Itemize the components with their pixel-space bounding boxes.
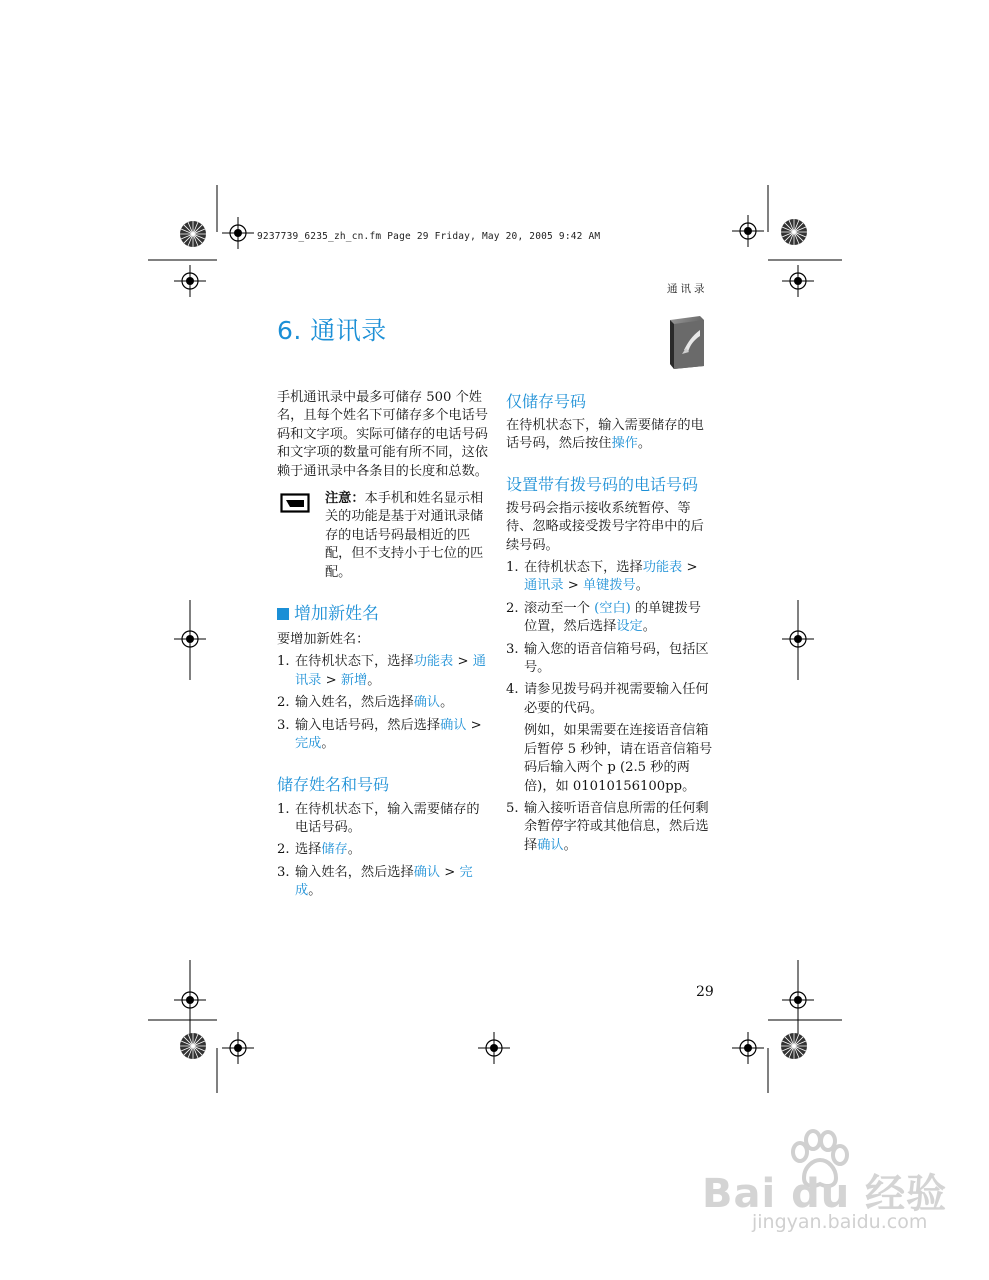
menu-link-contacts[interactable]: 通讯录 [295,654,486,688]
section-save-title: 储存姓名和号码 [277,774,390,794]
menu-link-assign[interactable]: 设定 [616,619,643,635]
watermark-brand: Bai du 经验 [702,1171,948,1217]
note-block [277,490,489,582]
note-icon [280,493,310,513]
page-number: 29 [696,984,714,1000]
only-number-paragraph: 在待机状态下，输入需要储存的电话号码，然后按住操作。 [506,418,704,452]
file-info-line: 9237739_6235_zh_cn.fm Page 29 Friday, May 20, 2005 9:42 AM [257,231,601,242]
list-item: 3. 输入您的语音信箱号码，包括区号。 [506,641,709,676]
list-item: 2. 输入姓名，然后选择确认。 [277,695,454,711]
menu-link-menu[interactable]: 功能表 [413,654,454,670]
section-add-name-title: 增加新姓名 [277,604,489,625]
list-item: 1. 在待机状态下，选择功能表 > 通讯录 > 单键拨号。 [506,560,698,594]
intro-paragraph: 手机通讯录中最多可储存 500 个姓名，且每个姓名下可储存多个电话号码和文字项。实际可储存的电话号码和文字项的数量可能有所不同，这依赖于通讯录中各条目的长度和总数。 [277,390,488,479]
list-item: 3. 输入电话号码，然后选择确认 > 完成。 [277,717,482,752]
menu-link-done[interactable]: 完成 [295,864,473,899]
section-dial-codes-title: 设置带有拨号码的电话号码 [506,474,699,494]
menu-link-ok[interactable]: 确认 [413,864,441,880]
menu-link-add-new[interactable]: 新增 [340,672,368,688]
note-text: 本手机和姓名显示相关的功能是基于对通讯录储存的电话号码最相近的匹配，但不支持小于七位的匹配。 [325,491,484,580]
right-column [506,391,714,859]
section-bullet-icon [277,608,289,620]
list-item: 1. 在待机状态下，输入需要储存的电话号码。 [277,801,480,835]
menu-link-ok[interactable]: 确认 [537,837,564,853]
list-item: 2. 滚动至一个 (空白) 的单键拨号位置，然后选择设定。 [506,600,701,635]
menu-link-done[interactable]: 完成 [295,736,322,752]
note-label: 注意： [325,491,365,507]
menu-link-menu[interactable]: 功能表 [642,560,683,576]
menu-link-options[interactable]: 操作 [611,436,638,452]
example-paragraph: 例如，如果需要在连接语音信箱后暂停 5 秒钟，请在语音信箱号码后输入两个 p (2.5 秒的两倍)，如 01010156100pp。 [524,723,713,794]
menu-link-contacts[interactable]: 通讯录 [524,578,564,594]
running-head: 通讯录 [667,283,708,295]
list-item: 4. 请参见拨号码并视需要输入任何必要的代码。 例如，如果需要在连接语音信箱后暂停 5 秒钟，请在语音信箱号码后输入两个 p (2.5 秒的两倍)，如 01010156100pp。 [506,681,714,795]
menu-link-empty[interactable]: (空白) [594,600,631,616]
add-name-intro: 要增加新姓名： [277,632,370,648]
list-item: 5. 输入接听语音信息所需的任何剩余暂停字符或其他信息，然后选择确认。 [506,800,709,853]
menu-link-save[interactable]: 储存 [321,842,348,858]
section-only-number-title: 仅储存号码 [506,392,587,411]
contacts-book-icon [662,314,712,370]
list-item: 2. 选择储存。 [277,842,361,858]
chapter-title: 6. 通讯录 [277,316,387,345]
menu-link-ok[interactable]: 确认 [440,717,467,733]
watermark-url: jingyan.baidu.com [752,1211,928,1233]
list-item: 3. 输入姓名，然后选择确认 > 完成。 [277,864,473,899]
list-item: 1. 在待机状态下，选择功能表 > 通讯录 > 新增。 [277,654,486,688]
left-column [277,389,489,905]
menu-link-ok[interactable]: 确认 [413,695,441,711]
menu-link-speed-dial[interactable]: 单键拨号 [583,578,636,594]
dial-codes-intro: 拨号码会指示接收系统暂停、等待、忽略或接受拨号字符串中的后续号码。 [506,500,704,553]
